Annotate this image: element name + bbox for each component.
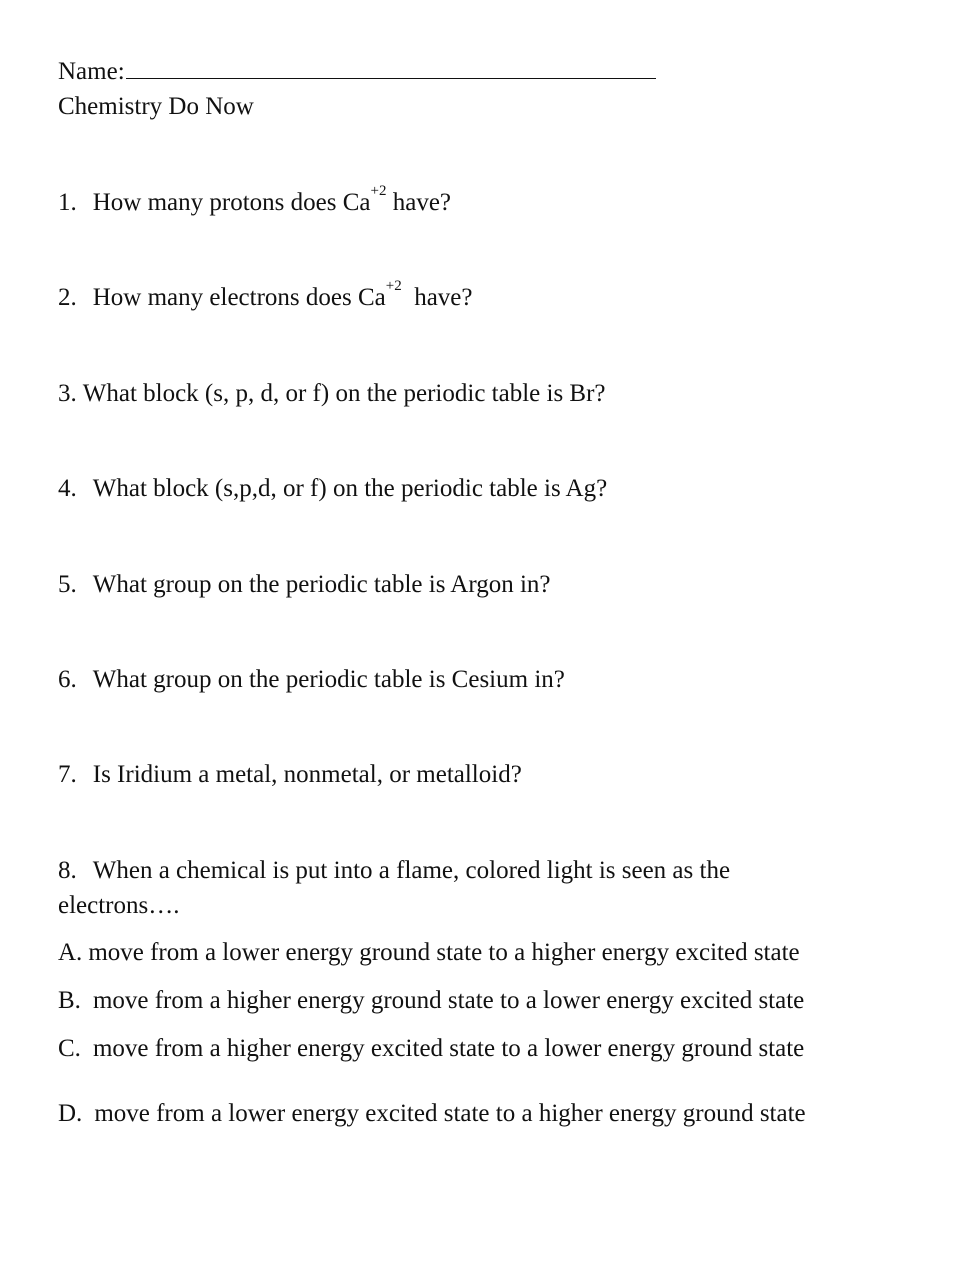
question-3	[58, 379, 606, 409]
question-text: How many electrons does Ca	[92, 284, 386, 311]
choice-letter: A.	[58, 939, 83, 966]
question-number: 7.	[58, 761, 77, 788]
question-text: Is Iridium a metal, nonmetal, or metalloid?	[92, 761, 522, 788]
question-text: What block (s, p, d, or f) on the periodic table is Br?	[82, 380, 606, 407]
choice-text: move from a lower energy ground state to a higher energy excited state	[88, 939, 800, 966]
question-8-continued: electrons….	[58, 892, 180, 919]
ion-charge: +2	[385, 278, 402, 294]
question-text: What block (s,p,d, or f) on the periodic table is Ag?	[92, 475, 608, 502]
question-number: 5.	[58, 571, 77, 598]
question-number: 8.	[58, 857, 77, 884]
question-text-end: have?	[386, 189, 452, 216]
question-text-end: have?	[401, 284, 473, 311]
question-8	[58, 856, 730, 886]
question-6	[58, 665, 565, 695]
question-text: What group on the periodic table is Argon in?	[92, 571, 551, 598]
question-text: When a chemical is put into a flame, colored light is seen as the	[92, 857, 731, 884]
question-text: How many protons does Ca	[92, 189, 371, 216]
choice-letter: B.	[58, 987, 81, 1014]
question-1	[58, 183, 452, 218]
choice-letter: C.	[58, 1035, 81, 1062]
question-number: 2.	[58, 284, 77, 311]
question-number: 6.	[58, 666, 77, 693]
question-number: 1.	[58, 189, 77, 216]
name-line	[58, 57, 656, 87]
question-2	[58, 278, 473, 313]
ion-charge: +2	[370, 183, 387, 199]
choice-text: move from a higher energy excited state to a lower energy ground state	[92, 1035, 805, 1062]
choice-text: move from a lower energy excited state to a higher energy ground state	[94, 1100, 806, 1127]
choice-c	[58, 1034, 804, 1064]
name-label: Name:	[58, 58, 125, 85]
choice-letter: D.	[58, 1100, 83, 1127]
choice-a	[58, 938, 800, 968]
choice-b	[58, 986, 804, 1016]
question-number: 3.	[58, 380, 77, 407]
choice-d	[58, 1099, 806, 1129]
choice-text: move from a higher energy ground state to a lower energy excited state	[92, 987, 805, 1014]
question-number: 4.	[58, 475, 77, 502]
question-text: What group on the periodic table is Cesium in?	[92, 666, 565, 693]
worksheet-title: Chemistry Do Now	[58, 93, 254, 120]
question-4	[58, 474, 607, 504]
name-blank-line[interactable]	[126, 78, 656, 79]
question-7	[58, 760, 522, 790]
question-5	[58, 570, 551, 600]
